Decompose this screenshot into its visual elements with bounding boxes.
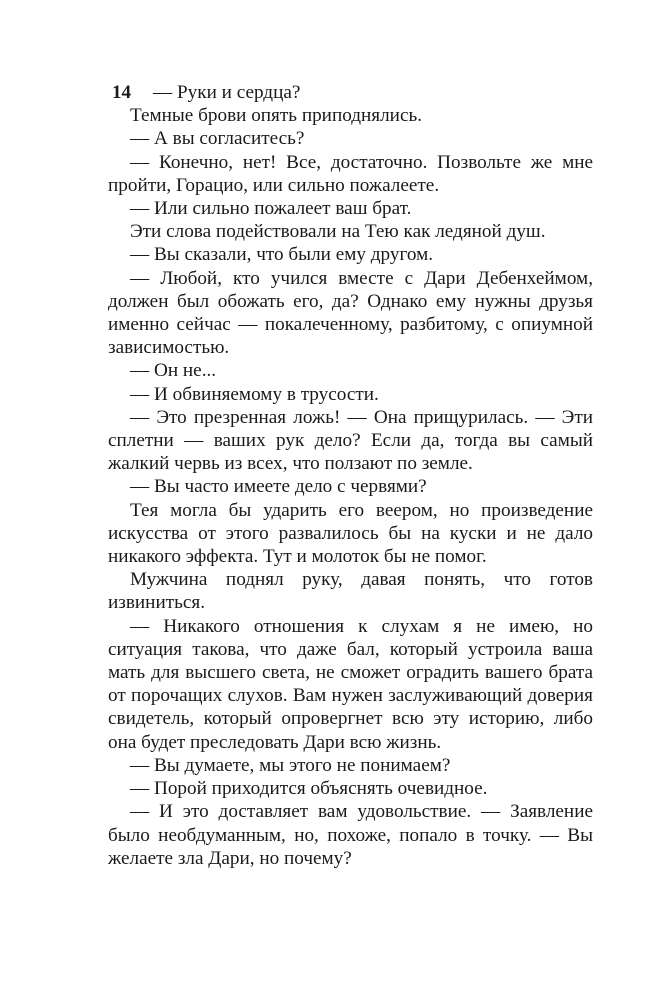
paragraph: — Вы сказали, что были ему другом. xyxy=(130,244,434,266)
paragraph: — Вы часто имеете дело с червями? xyxy=(130,476,427,498)
paragraph: — А вы согласитесь? xyxy=(130,128,305,150)
paragraph: — Любой, кто учился вместе с Дари Дебенхеймом, должен был обожать его, да? Однако ему нужны друзья именно сейчас — покалеченному, разбитому, с опиумной зависимостью. xyxy=(108,267,593,359)
paragraph: — Никакого отношения к слухам я не имею, но ситуация такова, что даже бал, который устроила ваша мать для высшего света, не сможет оградить вашего брата от порочащих слухов. Вам нужен заслуживающий доверия свидетель, который опровергнет всю эту историю, либо она будет преследовать Дари всю жизнь. xyxy=(108,615,593,753)
paragraph: — Порой приходится объяснять очевидное. xyxy=(130,778,488,800)
paragraph: Мужчина поднял руку, давая понять, что готов извиниться. xyxy=(108,569,593,614)
paragraph: — Вы думаете, мы этого не понимаем? xyxy=(130,754,451,776)
paragraph: — Конечно, нет! Все, достаточно. Позвольте же мне пройти, Горацио, или сильно пожалеете. xyxy=(108,151,593,196)
paragraph: — Или сильно пожалеет ваш брат. xyxy=(130,198,412,220)
body-text xyxy=(108,81,593,870)
page-number: 14 xyxy=(112,82,131,103)
paragraph: Эти слова подействовали на Тею как ледяной душ. xyxy=(130,221,546,243)
paragraph: Тея могла бы ударить его веером, но произведение искусства от этого развалилось бы на куски и не дало никакого эффекта. Тут и молоток бы не помог. xyxy=(108,499,593,568)
paragraph: — Он не... xyxy=(130,360,217,382)
paragraph: Темные брови опять приподнялись. xyxy=(130,105,423,127)
paragraph: — Это презренная ложь! — Она прищурилась. — Эти сплетни — ваших рук дело? Если да, тогда вы самый жалкий червь из всех, что ползают по земле. xyxy=(108,406,593,475)
paragraph: — И обвиняемому в трусости. xyxy=(130,383,379,405)
paragraph: — Руки и сердца? xyxy=(153,82,301,103)
paragraph: — И это доставляет вам удовольствие. — Заявление было необдуманным, но, похоже, попало в точку. — Вы желаете зла Дари, но почему? xyxy=(108,801,593,869)
